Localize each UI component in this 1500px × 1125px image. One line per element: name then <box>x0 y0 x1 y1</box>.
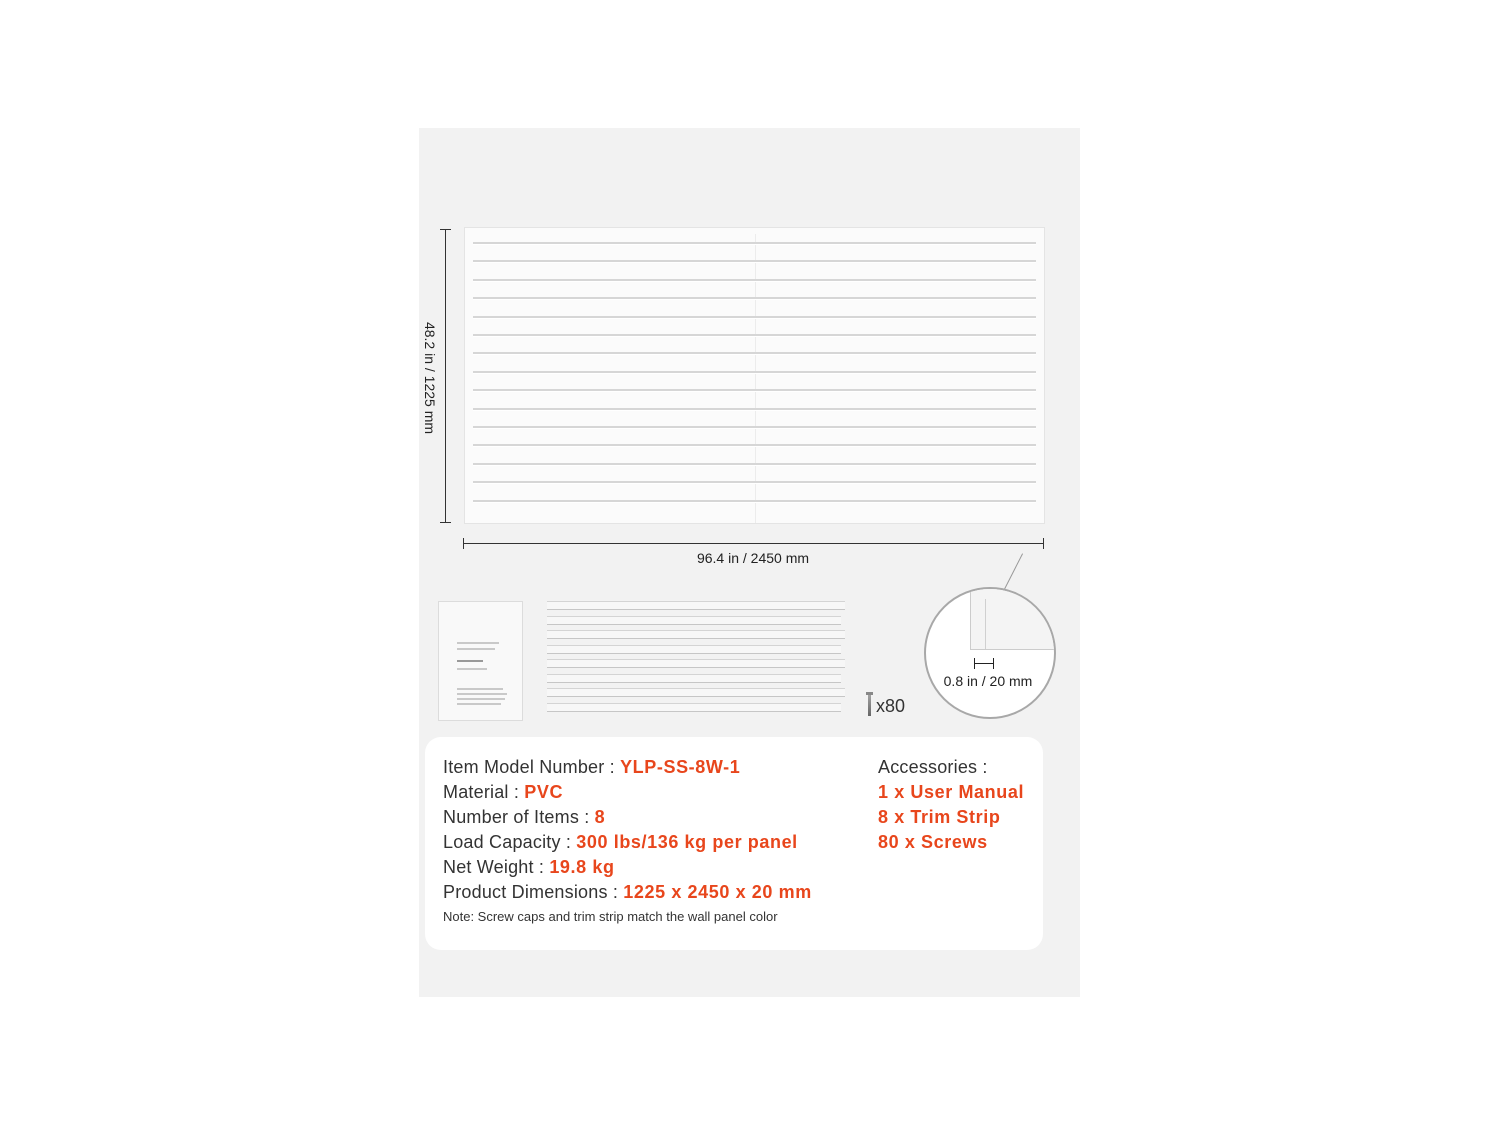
manual-text-line <box>457 693 507 695</box>
trim-detail-callout <box>924 587 1056 719</box>
spec-value: PVC <box>524 782 564 802</box>
slat-groove <box>473 426 1036 429</box>
slat-groove <box>473 242 1036 245</box>
trim-strip <box>547 616 841 625</box>
width-dimension-line <box>463 543 1044 544</box>
accessories-list <box>878 755 1024 855</box>
accessory-item: 80 x Screws <box>878 832 988 852</box>
slat-groove <box>473 316 1036 319</box>
spec-label: Load Capacity : <box>443 832 577 852</box>
slat-groove <box>473 463 1036 466</box>
slat-groove <box>473 389 1036 392</box>
spec-value: YLP-SS-8W-1 <box>620 757 741 777</box>
screw-icon <box>868 692 871 716</box>
spec-list <box>443 755 812 905</box>
trim-dimension-line <box>974 663 994 664</box>
spec-value: 300 lbs/136 kg per panel <box>576 832 798 852</box>
slat-groove <box>473 444 1036 447</box>
spec-label: Net Weight : <box>443 857 550 877</box>
specifications-box <box>425 737 1043 950</box>
width-dimension-label: 96.4 in / 2450 mm <box>696 550 810 566</box>
trim-strips-image <box>547 601 845 719</box>
accessory-item: 1 x User Manual <box>878 782 1025 802</box>
trim-edge-detail <box>970 589 1056 650</box>
spec-net-weight <box>443 855 812 880</box>
spec-value: 1225 x 2450 x 20 mm <box>623 882 812 902</box>
slat-groove <box>473 297 1036 300</box>
accessories-heading: Accessories : <box>878 757 988 777</box>
slat-groove <box>473 352 1036 355</box>
spec-item-count <box>443 805 812 830</box>
trim-strip <box>547 674 841 683</box>
slatwall-panel-image <box>464 227 1045 524</box>
spec-dimensions <box>443 880 812 905</box>
height-dimension-line <box>445 229 446 523</box>
user-manual-image <box>438 601 523 721</box>
accessory-item: 8 x Trim Strip <box>878 807 1001 827</box>
trim-strip <box>547 688 845 697</box>
manual-title-line <box>457 660 483 662</box>
manual-text-line <box>457 648 495 650</box>
trim-strip <box>547 645 841 654</box>
slat-groove <box>473 408 1036 411</box>
trim-strip <box>547 630 845 639</box>
spec-label: Item Model Number : <box>443 757 621 777</box>
slat-groove <box>473 334 1036 337</box>
spec-note: Note: Screw caps and trim strip match the wall panel color <box>443 909 778 924</box>
spec-label: Number of Items : <box>443 807 595 827</box>
slat-groove <box>473 500 1036 503</box>
trim-strip <box>547 601 845 610</box>
trim-strip <box>547 703 841 712</box>
manual-text-line <box>457 698 505 700</box>
trim-strip <box>547 659 845 668</box>
manual-text-line <box>457 703 501 705</box>
spec-value: 19.8 kg <box>549 857 615 877</box>
slat-groove <box>473 260 1036 263</box>
manual-text-line <box>457 688 503 690</box>
slat-groove <box>473 481 1036 484</box>
spec-label: Product Dimensions : <box>443 882 624 902</box>
slat-groove <box>473 371 1036 374</box>
panel-seam <box>755 234 756 523</box>
screw-count-label: x80 <box>876 696 906 716</box>
height-dimension-label: 48.2 in / 1225 mm <box>422 321 438 435</box>
trim-dimension-label: 0.8 in / 20 mm <box>943 673 1033 689</box>
spec-value: 8 <box>594 807 606 827</box>
spec-material <box>443 780 812 805</box>
spec-label: Material : <box>443 782 525 802</box>
spec-model <box>443 755 812 780</box>
spec-load-capacity <box>443 830 812 855</box>
manual-text-line <box>457 642 499 644</box>
manual-text-line <box>457 668 487 670</box>
slat-groove <box>473 279 1036 282</box>
